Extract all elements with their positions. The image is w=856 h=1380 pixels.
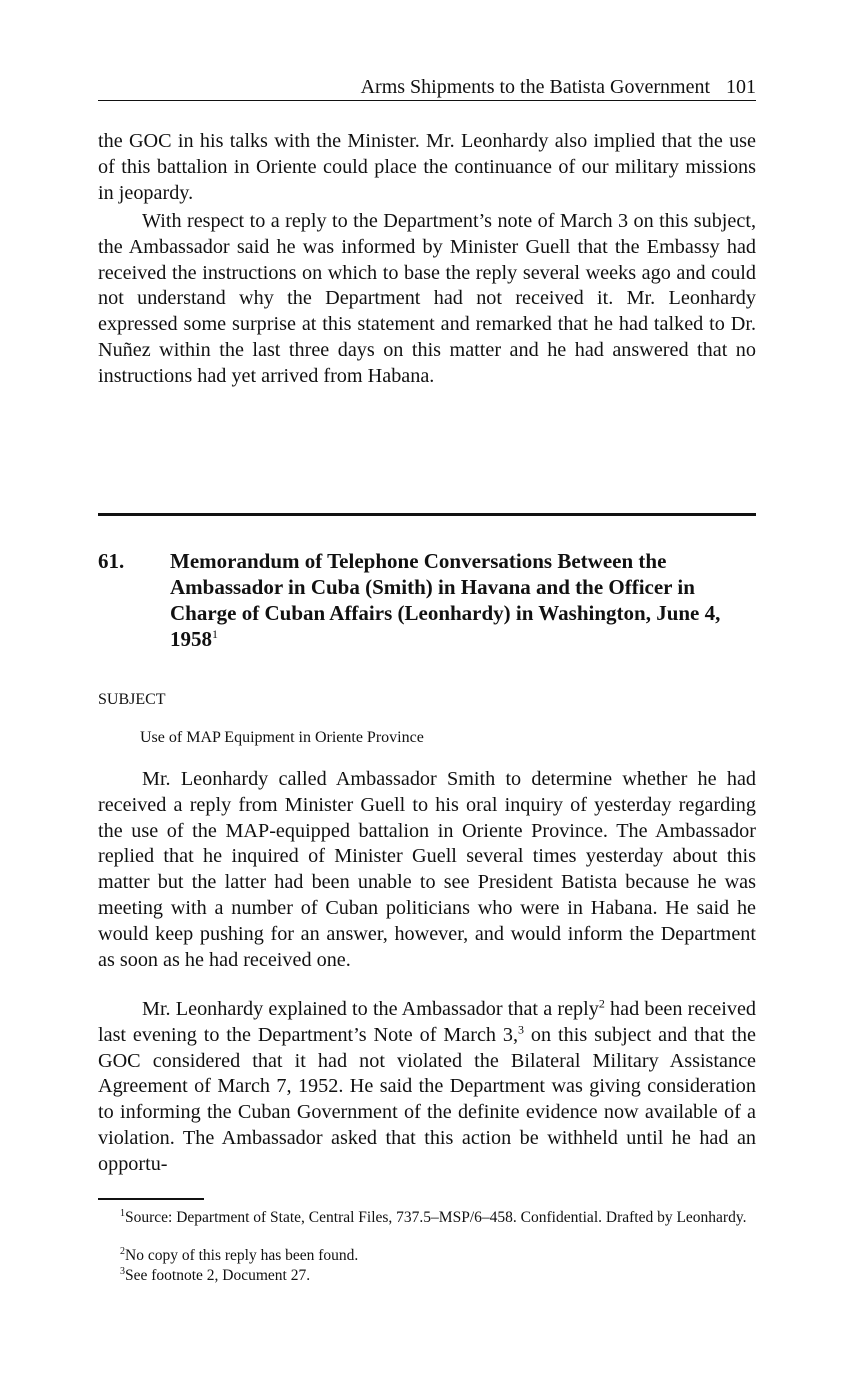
footnote-rule	[98, 1198, 204, 1200]
running-head	[98, 74, 756, 100]
footnote-3	[98, 1266, 756, 1285]
body-paragraph-2-part-b: had been received last evening to the Department’s Note of March 3,	[98, 998, 756, 1046]
document-title-text: Memorandum of Telephone Conversations Between the Ambassador in Cuba (Smith) in Havana and the Officer in Charge of Cuban Affairs (Leonhardy) in Washington, June 4, 1958	[170, 549, 721, 651]
document-title	[170, 548, 760, 652]
footnote-3-marker: 3	[120, 1265, 125, 1277]
page-number: 101	[726, 76, 756, 98]
footnote-1	[98, 1208, 756, 1227]
continued-paragraph-2: With respect to a reply to the Department’s note of March 3 on this subject, the Ambassador said he was informed by Minister Guell that the Embassy had received the instructions on which to base the reply several weeks ago and could not understand why the Department had not received it. Mr. Leonhardy expressed some surprise at this statement and remarked that he had talked to Dr. Nuñez within the last three days on this matter and he had answered that no instructions had yet arrived from Habana.	[98, 210, 756, 387]
footnote-3-text: See footnote 2, Document 27.	[125, 1267, 311, 1284]
continued-paragraph-1: the GOC in his talks with the Minister. Mr. Leonhardy also implied that the use of this battalion in Oriente could place the continuance of our military missions in jeopardy.	[98, 130, 756, 204]
subject-text: Use of MAP Equipment in Oriente Province	[140, 729, 424, 746]
section-separator-rule	[98, 513, 756, 516]
document-number: 61.	[98, 549, 125, 573]
footnote-2-marker: 2	[120, 1245, 125, 1257]
running-head-title: Arms Shipments to the Batista Government	[360, 76, 710, 98]
footnote-2	[98, 1246, 756, 1265]
footnote-ref-1: 1	[212, 627, 218, 641]
footnote-2-text: No copy of this reply has been found.	[125, 1247, 359, 1264]
body-paragraph-2	[98, 997, 756, 1178]
header-rule	[98, 100, 756, 101]
footnote-1-text: Source: Department of State, Central Files, 737.5–MSP/6–458. Confidential. Drafted by Leonhardy.	[125, 1209, 747, 1226]
footnote-ref-3: 3	[518, 1022, 525, 1037]
subject-label: SUBJECT	[98, 691, 166, 708]
footnote-1-marker: 1	[120, 1207, 125, 1219]
footnote-ref-2: 2	[598, 996, 605, 1011]
body-paragraph-1: Mr. Leonhardy called Ambassador Smith to determine whether he had received a reply from Minister Guell to his oral inquiry of yesterday regarding the use of the MAP-equipped battalion in Oriente Province. The Ambassador replied that he inquired of Minister Guell several times yesterday about this matter but the latter had been unable to see President Batista because he was meeting with a number of Cuban politicians who were in Habana. He said he would keep pushing for an answer, however, and would inform the Department as soon as he had received one.	[98, 768, 756, 971]
body-paragraph-2-part-a: Mr. Leonhardy explained to the Ambassador that a reply	[142, 998, 599, 1020]
body-paragraph-2-part-c: on this subject and that the GOC considered that it had not violated the Bilateral Military Assistance Agreement of March 7, 1952. He said the Department was giving consideration to informing the Cuban Government of the definite evidence now available of a violation. The Ambassador asked that this action be withheld until he had an opportu-	[98, 1023, 756, 1175]
